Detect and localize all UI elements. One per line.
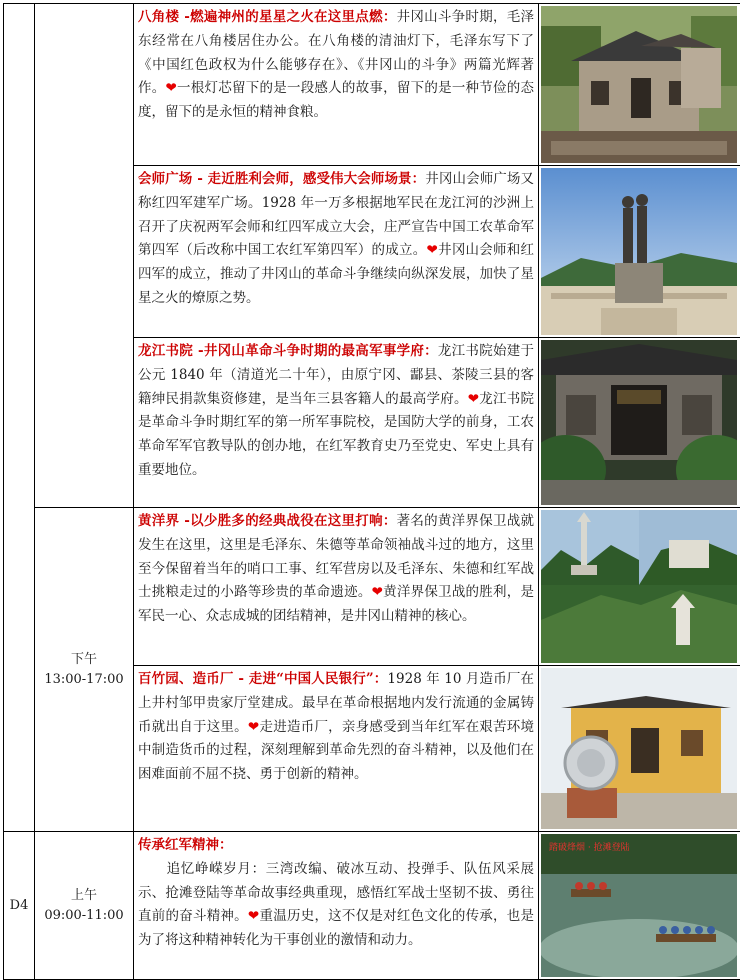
afternoon-time-cell bbox=[35, 508, 134, 832]
activity-tail: 黄洋界保卫战的胜利，是军民一心、众志成城的团结精神，是井冈山精神的核心。 bbox=[138, 584, 534, 624]
activity-title: 龙江书院 -井冈山革命斗争时期的最高军事学府： bbox=[138, 343, 438, 359]
activity-body: 井冈山会师广场又称红四军建军广场。1928 年一万多根据地军民在龙江河的沙洲上召开了庆祝两军会师和红四军成立大会，庄严宣告中国工农革命军第四军（后改称中国工农红军第四军）的成立。 bbox=[138, 171, 534, 258]
itinerary-table bbox=[3, 3, 740, 980]
activity-tail: 井冈山会师和红四军的成立，推动了井冈山的革命斗争继续向纵深发展，加快了星星之火的燎原之势。 bbox=[138, 242, 534, 306]
activity-title: 黄洋界 -以少胜多的经典战役在这里打响： bbox=[138, 513, 397, 529]
morning-time-cell bbox=[35, 832, 134, 980]
afternoon-time: 13:00-17:00 bbox=[35, 670, 133, 690]
heart-icon: ❤ bbox=[372, 584, 384, 600]
activity-text bbox=[134, 166, 539, 338]
heart-icon: ❤ bbox=[468, 391, 480, 407]
activity-body: 追忆峥嵘岁月：三湾改编、破冰互动、投弹手、队伍风采展示、抢滩登陆等革命故事经典重现，感悟红军战士坚韧不拔、勇往直前的奋斗精神。 bbox=[138, 861, 534, 925]
activity-body: 龙江书院始建于公元 1840 年（清道光二十年），由原宁冈、酃县、茶陵三县的客籍绅民捐款集资修建，是当年三县客籍人的最高学府。 bbox=[138, 343, 534, 407]
morning-label: 上午 bbox=[35, 886, 133, 906]
activity-text bbox=[134, 338, 539, 508]
heart-icon: ❤ bbox=[248, 908, 260, 924]
photo-banner: 踏破烽烟 · 抢滩登陆 bbox=[549, 840, 630, 853]
huangyangjie-photo bbox=[541, 510, 737, 663]
itinerary-row bbox=[4, 832, 740, 980]
huishi-square-photo bbox=[541, 168, 737, 335]
activity-title: 八角楼 -燃遍神州的星星之火在这里点燃： bbox=[138, 9, 397, 25]
activity-title: 百竹园、造币厂 - 走进“中国人民银行”： bbox=[138, 671, 387, 687]
photo-cell bbox=[539, 508, 740, 666]
day-cell: D4 bbox=[4, 832, 35, 980]
activity-body: 著名的黄洋界保卫战就发生在这里，这里是毛泽东、朱德等革命领袖战斗过的地方，这里至今保留着当年的哨口工事、红军营房以及毛泽东、朱德和红军战士挑粮走过的小路等珍贵的革命遗迹。 bbox=[138, 513, 534, 600]
bajiaolou-photo bbox=[541, 6, 737, 163]
heart-icon: ❤ bbox=[427, 242, 439, 258]
activity-tail: 一根灯芯留下的是一段感人的故事，留下的是一种节俭的态度，留下的是永恒的精神食粮。 bbox=[138, 80, 534, 120]
activity-tail: 龙江书院是革命斗争时期红军的第一所军事院校，是国防大学的前身，工农革命军军官教导队的创办地，在红军教育史乃至党史、军史上具有重要地位。 bbox=[138, 391, 534, 478]
activity-title: 传承红军精神： bbox=[138, 837, 233, 853]
activity-text bbox=[134, 666, 539, 832]
day-cell-empty bbox=[4, 4, 35, 832]
photo-cell bbox=[539, 166, 740, 338]
longjiang-academy-photo bbox=[541, 340, 737, 505]
itinerary-row bbox=[4, 508, 740, 666]
activity-body: 井冈山斗争时期，毛泽东经常在八角楼居住办公。在八角楼的清油灯下，毛泽东写下了《中国红色政权为什么能够存在》、《井冈山的斗争》两篇光辉著作。 bbox=[138, 9, 534, 96]
heart-icon: ❤ bbox=[165, 80, 177, 96]
morning-time: 09:00-11:00 bbox=[35, 906, 133, 926]
activity-body: 1928 年 10 月造币厂在上井村邹甲贵家厅堂建成。最早在革命根据地内发行流通的金属铸币就出自于这里。 bbox=[138, 671, 534, 735]
mint-photo bbox=[541, 668, 737, 829]
photo-cell bbox=[539, 666, 740, 832]
photo-cell bbox=[539, 4, 740, 166]
time-cell-empty bbox=[35, 4, 134, 508]
river-raft-photo bbox=[541, 834, 737, 977]
afternoon-label: 下午 bbox=[35, 650, 133, 670]
activity-text bbox=[134, 508, 539, 666]
activity-text bbox=[134, 832, 539, 980]
heart-icon: ❤ bbox=[248, 719, 260, 735]
activity-tail: 重温历史，这不仅是对红色文化的传承，也是为了将这种精神转化为干事创业的激情和动力。 bbox=[138, 908, 534, 948]
activity-tail: 走进造币厂，亲身感受到当年红军在艰苦环境中制造货币的过程，深刻理解到革命先烈的奋斗精神，以及他们在困难面前不屈不挠、勇于创新的精神。 bbox=[138, 719, 534, 783]
itinerary-row bbox=[4, 4, 740, 166]
photo-cell bbox=[539, 832, 740, 980]
photo-cell bbox=[539, 338, 740, 508]
activity-title: 会师广场 - 走近胜利会师，感受伟大会师场景： bbox=[138, 171, 425, 187]
activity-text bbox=[134, 4, 539, 166]
